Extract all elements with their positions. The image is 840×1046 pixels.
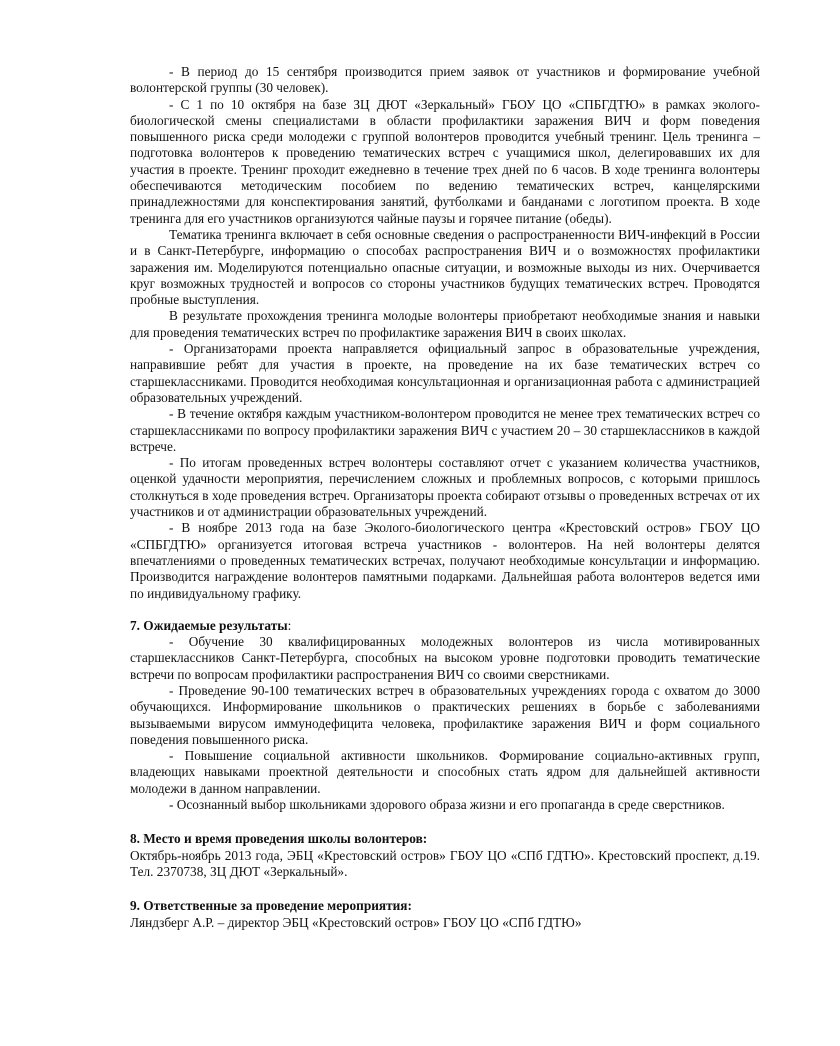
result-item: - Обучение 30 квалифицированных молодежных волонтеров из числа мотивированных старшеклассников Санкт-Петербурга, способных на высоком уровне подготовки проводить тематические встречи по вопросам профилактики распространения ВИЧ со своими сверстниками. [130,634,760,682]
paragraph-training-result: В результате прохождения тренинга молодые волонтеры приобретают необходимые знания и навыки для проведения тематических встреч по профилактике заражения ВИЧ в своих школах. [130,308,760,340]
section-9-text: Ляндзберг А.Р. – директор ЭБЦ «Крестовский остров» ГБОУ ЦО «СПб ГДТЮ» [130,914,582,930]
paragraph-applications: - В период до 15 сентября производится прием заявок от участников и формирование учебной волонтерской группы (30 человек). [130,64,760,96]
paragraph-october-meetings: - В течение октября каждым участником-волонтером проводится не менее трех тематических встреч со старшеклассниками по вопросу профилактики заражения ВИЧ с участием 20 – 30 старшеклассников в каждой встрече. [130,406,760,454]
section-8-heading: 8. Место и время проведения школы волонтеров: [130,831,428,847]
document-page [130,64,760,931]
section-spacer [130,602,760,618]
result-item: - Осознанный выбор школьниками здорового образа жизни и его пропаганда в среде сверстников. [169,797,725,813]
paragraph-training-topics: Тематика тренинга включает в себя основные сведения о распространенности ВИЧ-инфекций в России и в Санкт-Петербурге, информацию о способах распространения ВИЧ и о возможностях профилактики заражения им. Моделируются потенциально опасные ситуации, и возможные выходы из них. Очерчивается круг возможных трудностей и вопросов со стороны участников будущих тематических встреч. Проводятся пробные выступления. [130,226,760,308]
result-item: - Проведение 90-100 тематических встреч в образовательных учреждениях города с охватом до 3000 обучающихся. Информирование школьников о практических решениях в борьбе с заболеваниями вызываемыми вирусом иммунодефицита человека, профилактике заражения ВИЧ и форм социального поведения повышенного риска. [130,682,760,747]
paragraph-official-request: - Организаторами проекта направляется официальный запрос в образовательные учреждения, направившие ребят для участия в проекте, на проведение на их базе тематических встреч со старшеклассниками. Проводится необходимая консультационная и организационная работа с администрацией образовательных учреждений. [130,341,760,405]
paragraph-reports: - По итогам проведенных встреч волонтеры составляют отчет с указанием количества участников, оценкой удачности мероприятия, перечислением сложных и проблемных вопросов, с которыми пришлось столкнуться в ходе проведения встреч. Организаторы проекта собирают отзывы о проведенных встречах от их участников и от администрации образовательных учреждений. [130,455,760,520]
paragraph-training: - С 1 по 10 октября на базе ЗЦ ДЮТ «Зеркальный» ГБОУ ЦО «СПБГДТЮ» в рамках эколого-биологической смены специалистами в области профилактики заражения ВИЧ и форм поведения повышенного риска среди молодежи с группой волонтеров проводится учебный тренинг. Цель тренинга – подготовка волонтеров к проведению тематических встреч с учащимися школ, делегировавших их для участия в проекте. Тренинг проходит ежедневно в течение трех дней по 6 часов. В ходе тренинга волонтеры обеспечиваются методическим пособием по ведению тематических встреч, канцелярскими принадлежностями для конспектирования занятий, футболками и банданами с логотипом проекта. В ходе тренинга для его участников организуются чайные паузы и горячее питание (обеды). [130,96,760,226]
paragraph-final-meeting: - В ноябре 2013 года на базе Эколого-биологического центра «Крестовский остров» ГБОУ ЦО «СПБГДТЮ» организуется итоговая встреча участников - волонтеров. На ней волонтеры делятся впечатлениями о проведенных тематических встречах, получают необходимые консультации и информацию. Производится награждение волонтеров памятными подарками. Дальнейшая работа волонтеров ведется ими по индивидуальному графику. [130,520,760,601]
section-7-heading: 7. Ожидаемые результаты: [130,617,292,633]
result-item: - Повышение социальной активности школьников. Формирование социально-активных групп, владеющих навыками проектной деятельности и способных стать ядром для дальнейшей активности молодежи в данном направлении. [130,748,760,796]
section-9-heading: 9. Ответственные за проведение мероприятия: [130,898,412,914]
section-spacer [130,813,760,831]
section-spacer [130,880,760,898]
section-8-text: Октябрь-ноябрь 2013 года, ЭБЦ «Крестовский остров» ГБОУ ЦО «СПб ГДТЮ». Крестовский проспект, д.19. Тел. 2370738, ЗЦ ДЮТ «Зеркальный». [130,847,760,879]
